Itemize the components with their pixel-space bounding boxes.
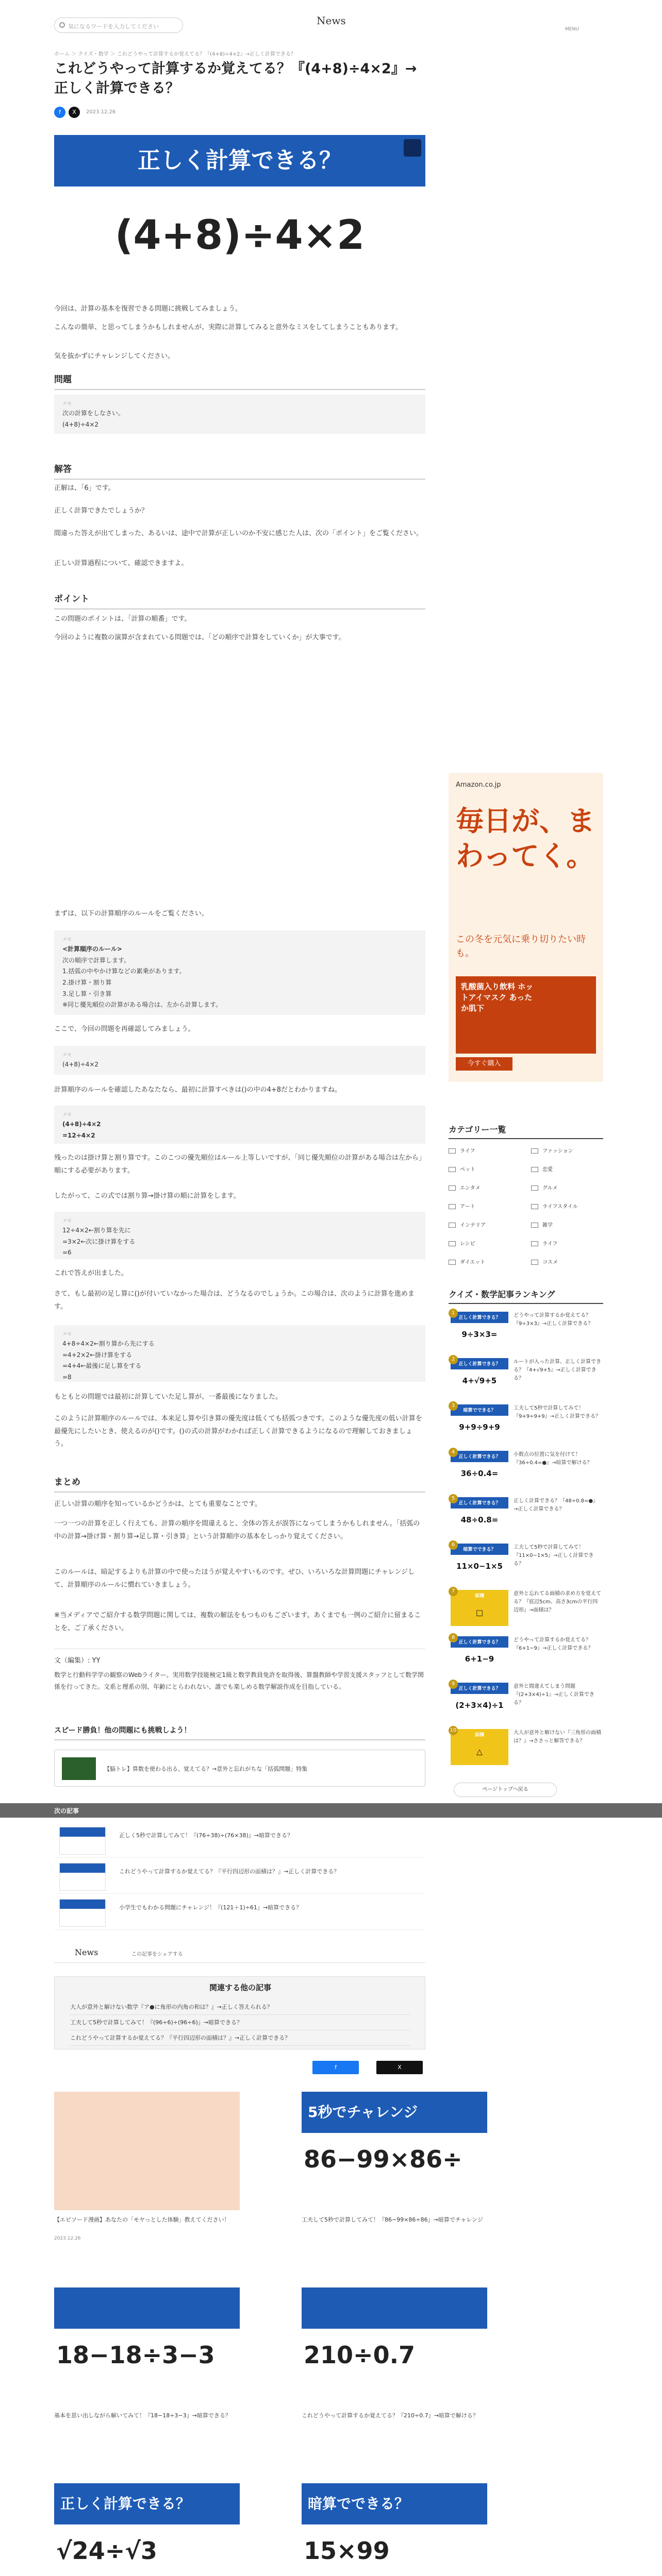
- ranking-title: ルートが入った計算、正しく計算できる？『4+√9+5』→正しく計算できる？: [514, 1359, 601, 1381]
- recommend-card[interactable]: [54, 2483, 240, 2576]
- para-6: 残ったのは掛け算と割り算です。このこつの優先順位はルール上等しいですが、「同じ優先順位の計算がある場合は左から」順にする必要があります。: [54, 1154, 425, 1175]
- answer-3: 間違った答えが出てしまった、あるいは、途中で計算が正しいのか不安に感じた人は、次の「ポイント」をご覧ください。: [54, 530, 423, 537]
- related-heading: 関連する他の記事: [209, 1983, 271, 1992]
- card-image: 18−18÷3−3: [54, 2287, 240, 2406]
- step3-line: =8: [62, 1373, 72, 1381]
- category-icon: [449, 1167, 456, 1172]
- back-to-top-button[interactable]: ページトップへ戻る: [454, 1783, 557, 1797]
- next-thumbnail: [59, 1827, 106, 1855]
- category-icon: [449, 1148, 456, 1154]
- rule-line: 1.括弧の中やかけ算などの累乗があります。: [62, 968, 186, 975]
- rule-line: 3.足し算・引き算: [62, 990, 112, 997]
- category-item[interactable]: 雑学: [531, 1218, 603, 1233]
- ranking-number: 5: [449, 1494, 458, 1503]
- answer-heading: 解答: [54, 462, 425, 480]
- x-share-icon[interactable]: X: [69, 107, 80, 118]
- next-article[interactable]: [54, 1896, 425, 1930]
- next-article[interactable]: [54, 1824, 425, 1858]
- para-7: したがって、この式では割り算→掛け算の順に計算をします。: [54, 1192, 240, 1200]
- box-label: メモ: [62, 937, 72, 942]
- box-label: メモ: [62, 1053, 72, 1058]
- card-image: 5秒でチャレンジ 86−99×86÷: [302, 2092, 487, 2210]
- category-item[interactable]: ペット: [449, 1162, 521, 1178]
- related-item[interactable]: 工夫して5秒で計算してみて！『(96÷6)÷(96÷6)』→暗算できる？: [70, 2015, 410, 2030]
- ranking-number: 9: [449, 1680, 458, 1689]
- category-item[interactable]: アート: [449, 1199, 521, 1215]
- step2-box: [54, 1212, 425, 1259]
- ranking-title: 意外と忘れてる面積の求め方を覚えてる？『底辺5cm、高さ3cmの平行四辺形』→面積は？: [514, 1591, 601, 1613]
- summary-4: ※当メディアでご紹介する数学問題に関しては、複数の解法をもつものもございます。あくまでも一例のご紹介に留まることを、ご了承ください。: [54, 1612, 421, 1632]
- rule-box: [54, 930, 425, 1015]
- intro-3: 気を抜かずにチャレンジしてください。: [54, 352, 174, 360]
- ranking-item[interactable]: [449, 1726, 603, 1770]
- ranking-thumbnail: 正しく計算できる？ 36÷0.4=: [451, 1451, 508, 1487]
- next-articles-band: [0, 1803, 662, 1818]
- breadcrumb[interactable]: ホーム ＞ クイズ・数学 ＞ これどうやって計算するか覚えてる？『(4+8)÷4×2』→正しく計算できる？: [54, 52, 296, 57]
- para-10: もともとの問題では最初に計算していた足し算が、一番最後になりました。: [54, 1393, 283, 1401]
- category-icon: [449, 1185, 456, 1191]
- step3-line: =4+4←最後に足し算をする: [62, 1362, 142, 1370]
- sidebar-ad[interactable]: [449, 773, 603, 1082]
- question-line: (4+8)÷4×2: [62, 1061, 99, 1069]
- category-item[interactable]: ライフスタイル: [531, 1199, 603, 1215]
- point-3: まずは、以下の計算順序のルールをご覧ください。: [54, 910, 208, 918]
- ad-product-label: 乳酸菌入り飲料 ホットアイマスク あったか肌下: [461, 982, 534, 1013]
- ranking-title: 大人が意外と解けない『三角形の面積は？』→ささっと解答できる？: [514, 1730, 601, 1744]
- related-thumbnail: [62, 1757, 96, 1780]
- card-title: 工夫して5秒で計算してみて！『86−99×86÷86』→暗算でチャレンジ: [302, 2216, 483, 2223]
- search-input[interactable]: [54, 18, 183, 33]
- author-name: 文（編集）: YY: [54, 1657, 101, 1665]
- ad-subtext: この冬を元気に乗り切りたい時も。: [456, 934, 586, 959]
- category-item[interactable]: 恋愛: [531, 1162, 603, 1178]
- intro-2: こんなの簡単、と思ってしまうかもしれませんが、実際に計算してみると意外なミスをしてしまうこともあります。: [54, 324, 402, 331]
- category-item[interactable]: コスメ: [531, 1255, 603, 1270]
- page-title: これどうやって計算するか覚えてる？『(4+8)÷4×2』→正しく計算できる？: [54, 61, 417, 96]
- card-illustration: [54, 2092, 240, 2210]
- category-icon: [531, 1185, 538, 1191]
- ranking-item[interactable]: [449, 1401, 603, 1446]
- hero-equation: (4+8)÷4×2: [114, 212, 365, 259]
- box-label: メモ: [62, 1332, 72, 1337]
- ranking-item[interactable]: [449, 1540, 603, 1585]
- next-title: これどうやって計算するか覚えてる？『平行四辺形の面積は？』→正しく計算できる？: [119, 1868, 340, 1875]
- ranking-title: 小数点の位置に気を付けて！『36÷0.4=●』→暗算で解ける？: [514, 1452, 592, 1466]
- ranking-number: 4: [449, 1448, 458, 1457]
- ranking-title: どうやって計算するか覚えてる？『9÷3×3』→正しく計算できる？: [514, 1313, 593, 1327]
- ranking-title: 正しく計算できる？『48÷0.8=●』→正しく計算できる？: [514, 1498, 599, 1512]
- category-item[interactable]: インテリア: [449, 1218, 521, 1233]
- step2-line: 12÷4×2←割り算を先に: [62, 1227, 131, 1234]
- category-item[interactable]: ダイエット: [449, 1255, 521, 1270]
- intro-1: 今回は、計算の基本を復習できる問題に挑戦してみましょう。: [54, 305, 242, 313]
- box-label: メモ: [62, 1112, 72, 1117]
- ranking-title: 意外と間違えてしまう問題『(2+3×4)÷1』→正しく計算できる？: [514, 1684, 594, 1706]
- step3-box: [54, 1325, 425, 1382]
- ranking-item[interactable]: [449, 1587, 603, 1631]
- problem-line-1: 次の計算をしなさい。: [62, 410, 125, 417]
- ranking-number: 2: [449, 1355, 458, 1364]
- point-heading: ポイント: [54, 591, 425, 609]
- facebook-share-icon[interactable]: f: [54, 107, 65, 118]
- ranking-title: どうやって計算するか覚えてる？『6+1−9』→正しく計算できる？: [514, 1637, 593, 1651]
- recommend-card[interactable]: [302, 2092, 487, 2262]
- category-icon: [449, 1204, 456, 1209]
- next-title: 正しく5秒で計算してみて！『(76÷38)÷(76×38)』→暗算できる？: [119, 1832, 293, 1839]
- answer-2: 正しく計算できたでしょうか？: [54, 507, 148, 515]
- ranking-thumbnail: 正しく計算できる？ 9÷3×3=: [451, 1312, 508, 1348]
- rule-line: ※同じ優先順位の計算がある場合は、左から計算します。: [62, 1001, 222, 1009]
- site-header: [0, 0, 662, 47]
- ad-headline: 毎日が、まわってく。: [456, 805, 595, 872]
- ranking-number: 10: [449, 1726, 458, 1735]
- summary-3: このルールは、暗記するよりも計算の中で使ったほうが覚えやすいものです。ぜひ、いろいろな計算問題にチャレンジして、計算順序のルールに慣れていきましょう。: [54, 1568, 415, 1589]
- category-item[interactable]: エンタメ: [449, 1181, 521, 1196]
- ranking-thumbnail: 面積 □: [451, 1590, 508, 1626]
- para-9: さて、もし最初の足し算に()が付いていなかった場合は、どうなるのでしょうか。この場合は、次のように計算を進めます。: [54, 1290, 415, 1311]
- ranking-item[interactable]: [449, 1633, 603, 1677]
- related-item[interactable]: これどうやって計算するか覚えてる？『平行四辺形の面積は？』→正しく計算できる？: [70, 2030, 410, 2046]
- ranking-title: 工夫して5秒で計算してみて！『9+9÷9+9』→正しく計算できる？: [514, 1405, 601, 1419]
- ranking-thumbnail: 正しく計算できる？ (2+3×4)÷1: [451, 1683, 508, 1719]
- para-5: 計算順序のルールを確認したあなたなら、最初に計算すべきは()の中の4+8だとわかりますね。: [54, 1086, 342, 1094]
- next-heading: 次の記事: [54, 1807, 79, 1815]
- ad-product-image: [456, 976, 596, 1054]
- step1-box: [54, 1106, 425, 1144]
- category-icon: [531, 1148, 538, 1154]
- ranking-heading: クイズ・数学記事ランキング: [449, 1288, 603, 1304]
- box-label: メモ: [62, 401, 72, 406]
- step2-line: =6: [62, 1249, 72, 1257]
- next-article[interactable]: [54, 1860, 425, 1894]
- ranking-title: 工夫して5秒で計算してみて！『11×0−1×5』→正しく計算できる？: [514, 1545, 594, 1567]
- summary-2: 一つ一つの計算を正しく行えても、計算の順序を間違えると、全体の答えが誤答になってしまうかもしれません。「括弧の中の計算→掛け算・割り算→足し算・引き算」という計算順序の基本をしっかり覚えてください。: [54, 1520, 420, 1540]
- ranking-thumbnail: 暗算でできる？ 11×0−1×5: [451, 1544, 508, 1580]
- search-icon: [59, 22, 65, 28]
- point-2: 今回のように複数の演算が含まれている問題では、「どの順序で計算をしていくか」が大事です。: [54, 634, 345, 641]
- next-thumbnail: [59, 1899, 106, 1927]
- publish-date: 2023.12.26: [86, 109, 116, 115]
- ranking-number: 3: [449, 1401, 458, 1411]
- next-title: 小学生でもわかる問題にチャレンジ！『(121＋1)÷61』→暗算できる？: [119, 1904, 302, 1911]
- rule-line: 2.掛け算・割り算: [62, 978, 112, 986]
- card-image: 正しく計算できる？ √24÷√3: [54, 2483, 240, 2576]
- category-icon: [531, 1260, 538, 1265]
- ad-brand: Amazon.co.jp: [456, 781, 501, 789]
- category-icon: [449, 1241, 456, 1246]
- step3-line: =4+2×2←掛け算をする: [62, 1351, 133, 1359]
- category-heading: カテゴリー一覧: [449, 1123, 603, 1139]
- category-item[interactable]: レシピ: [449, 1236, 521, 1252]
- rule-title: <計算順序のルール>: [62, 945, 122, 953]
- step3-line: 4+8÷4×2←割り算から先にする: [62, 1340, 155, 1348]
- ranking-thumbnail: 面積 △: [451, 1729, 508, 1765]
- problem-box: [54, 395, 425, 434]
- answer-4: 正しい計算過程について、確認できますよ。: [54, 560, 188, 567]
- problem-heading: 問題: [54, 372, 425, 390]
- step2-line: =3×2←次に掛け算をする: [62, 1238, 136, 1245]
- problem-line-2: (4+8)÷4×2: [62, 420, 99, 428]
- ranking-thumbnail: 正しく計算できる？ 4+√9+5: [451, 1358, 508, 1394]
- ranking-thumbnail: 正しく計算できる？ 6+1−9: [451, 1636, 508, 1672]
- card-title: 【エピソード漫画】あなたの「モヤっとした体験」教えてください！: [54, 2216, 230, 2223]
- footer-logo-row: [54, 1942, 425, 1963]
- ranking-item[interactable]: [449, 1448, 603, 1492]
- category-icon: [531, 1167, 538, 1172]
- site-logo[interactable]: News: [317, 14, 346, 27]
- card-image: 210÷0.7: [302, 2287, 487, 2406]
- step1-line: =12÷4×2: [62, 1131, 95, 1139]
- para-4: ここで、今回の問題を再確認してみましょう。: [54, 1025, 195, 1033]
- category-icon: [449, 1260, 456, 1265]
- related-title: 【脳トレ】算数を使わる出る、覚えてる？→意外と忘れがちな「括弧問題」特集: [104, 1766, 308, 1772]
- category-item[interactable]: ファッション: [531, 1144, 603, 1159]
- ranking-thumbnail: 正しく計算できる？ 48÷0.8=: [451, 1497, 508, 1533]
- rule-line: 次の順序で計算します。: [62, 956, 130, 964]
- ranking-item[interactable]: [449, 1355, 603, 1399]
- ranking-thumbnail: 暗算でできる？ 9+9÷9+9: [451, 1404, 508, 1440]
- related-articles: [54, 1976, 425, 2049]
- speed-heading: スピード勝負！他の問題にも挑戦しよう！: [54, 1725, 425, 1740]
- category-item[interactable]: ライフ: [449, 1144, 521, 1159]
- ranking-number: 6: [449, 1540, 458, 1550]
- ranking-item[interactable]: [449, 1680, 603, 1724]
- article-meta: [54, 107, 115, 118]
- para-11: このように計算順序のルールでは、本来足し算や引き算の優先度は低くても括弧つきです。このような優先度の低い計算を最優先にしたいとき、使えるのが()です。()の式の計算がわかれば正しく計算できるようになるので理解しておきましょう。: [54, 1415, 422, 1448]
- ad-buy-button[interactable]: 今すぐ購入: [456, 1057, 512, 1071]
- search-placeholder: 気になるワードを入力してください: [68, 23, 159, 30]
- card-image: 暗算でできる？ 15×99: [302, 2483, 487, 2576]
- ranking-item[interactable]: [449, 1494, 603, 1538]
- summary-1: 正しい計算の順序を知っているかどうかは、とても重要なことです。: [54, 1500, 261, 1508]
- point-1: この問題のポイントは、「計算の順番」です。: [54, 615, 191, 623]
- category-item[interactable]: ライフ: [531, 1236, 603, 1252]
- menu-button[interactable]: MENU: [565, 27, 579, 32]
- step1-line: (4+8)÷4×2: [62, 1121, 101, 1128]
- related-article-link[interactable]: [54, 1750, 425, 1787]
- x-share-button[interactable]: X: [376, 2061, 423, 2074]
- ranking-number: 7: [449, 1587, 458, 1596]
- related-item[interactable]: 大人が意外と解けない数学『ア●に角形の内角の和は？』→正しく答えられる？: [70, 1999, 410, 2015]
- recommend-card[interactable]: [302, 2287, 487, 2458]
- facebook-share-button[interactable]: f: [312, 2061, 359, 2074]
- category-icon: [531, 1241, 538, 1246]
- footer-logo[interactable]: News: [75, 1947, 98, 1957]
- category-icon: [531, 1204, 538, 1209]
- hero-image: [54, 135, 425, 290]
- category-icon: [449, 1223, 456, 1228]
- ranking-number: 8: [449, 1633, 458, 1642]
- box-label: メモ: [62, 1218, 72, 1224]
- para-8: これで答えが出ました。: [54, 1269, 128, 1277]
- card-date: 2023.12.26: [54, 2236, 81, 2241]
- author-bio: 数学と行動科学学の観察のWebライター。実用数学技能検定1級と数学教員免許を取得後、算盤教師や学習支援スタッフとして数学関係を行ってきた。文系と理系の別、年齢にとらわれない、誰でも楽しめる数学解説作成を目指している。: [54, 1671, 424, 1690]
- recommend-card[interactable]: [54, 2287, 240, 2458]
- next-thumbnail: [59, 1863, 106, 1891]
- category-icon: [531, 1223, 538, 1228]
- answer-1: 正解は、「6」です。: [54, 484, 115, 492]
- recommend-card[interactable]: [302, 2483, 487, 2576]
- card-title: 基本を思い出しながら解いてみて！『18−18÷3−3』→暗算できる？: [54, 2412, 231, 2419]
- ranking-number: 1: [449, 1309, 458, 1318]
- copy-icon[interactable]: [404, 139, 421, 157]
- hero-banner: 正しく計算できる？: [54, 135, 425, 187]
- footer-share-link[interactable]: この記事をシェアする: [131, 1952, 183, 1957]
- category-item[interactable]: グルメ: [531, 1181, 603, 1196]
- recommend-card[interactable]: [54, 2092, 240, 2262]
- ranking-item[interactable]: [449, 1309, 603, 1353]
- question-box: [54, 1046, 425, 1075]
- summary-heading: まとめ: [54, 1475, 425, 1493]
- card-title: これどうやって計算するか覚えてる？『210÷0.7』→暗算で解ける？: [302, 2412, 478, 2419]
